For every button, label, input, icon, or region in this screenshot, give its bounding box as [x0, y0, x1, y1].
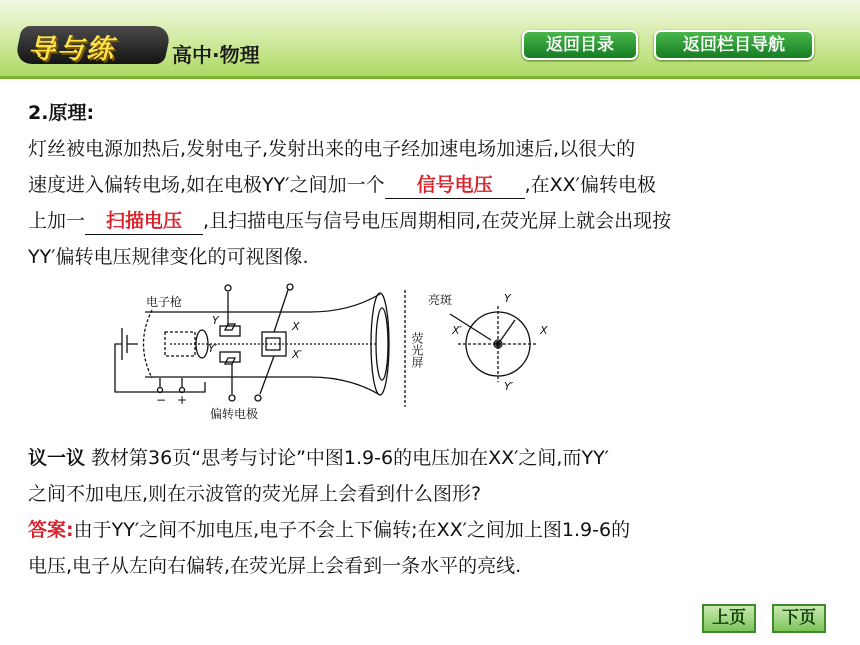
- discussion-label: 议一议: [28, 447, 86, 469]
- discussion-line: 之间不加电压,则在示波管的荧光屏上会看到什么图形?: [28, 483, 482, 505]
- label-electron-gun: 电子枪: [146, 295, 183, 309]
- answer-blank-1: 信号电压: [385, 172, 525, 199]
- label-Yp-screen: Y′: [504, 380, 514, 393]
- discussion-line: [28, 440, 838, 476]
- label-Y-left: Y: [212, 314, 219, 327]
- label-Xp-screen: X′: [452, 324, 463, 337]
- previous-page-button[interactable]: 上页: [702, 604, 756, 633]
- paragraph-line: 灯丝被电源加热后,发射电子,发射出来的电子经加速电场加速后,以很大的: [28, 138, 636, 160]
- paragraph-line: YY′偏转电压规律变化的可视图像.: [28, 246, 309, 268]
- next-page-button[interactable]: 下页: [772, 604, 826, 633]
- discussion-section: [28, 440, 838, 584]
- text-span: ,在XX′偏转电极: [524, 174, 656, 196]
- logo: 导与练: [28, 34, 115, 65]
- section-title: 2.原理:: [28, 102, 95, 124]
- text-span: 教材第36页“思考与讨论”中图1.9-6的电压加在XX′之间,而YY′: [85, 447, 609, 469]
- paragraph-line: [28, 203, 838, 239]
- text-span: 上加一: [28, 210, 86, 232]
- label-X-screen: X: [540, 324, 548, 337]
- text-span: 速度进入偏转电场,如在电极YY′之间加一个: [28, 174, 385, 196]
- back-to-contents-button[interactable]: 返回目录: [522, 30, 638, 60]
- answer-line: 电压,电子从左向右偏转,在荧光屏上会看到一条水平的亮线.: [28, 555, 522, 577]
- text-span: 由于YY′之间不加电压,电子不会上下偏转;在XX′之间加上图1.9-6的: [73, 519, 631, 541]
- label-Y-screen: Y: [504, 292, 511, 305]
- header-divider: [0, 76, 860, 79]
- answer-blank-2: 扫描电压: [85, 208, 203, 235]
- label-minus: −: [156, 393, 167, 407]
- label-bright-spot: 亮斑: [428, 293, 453, 307]
- text-span: ,且扫描电压与信号电压周期相同,在荧光屏上就会出现按: [203, 210, 672, 232]
- answer-line: [28, 512, 838, 548]
- label-deflection-electrodes: 偏转电极: [210, 407, 259, 421]
- answer-label: 答案:: [28, 519, 74, 541]
- back-to-section-nav-button[interactable]: 返回栏目导航: [654, 30, 814, 60]
- paragraph-line: [28, 167, 838, 203]
- label-fluorescent-screen: 荧光屏: [410, 332, 424, 368]
- label-Yp-left: Y′: [208, 342, 218, 355]
- subject-label: 高中·物理: [172, 43, 260, 67]
- lesson-content: [28, 95, 838, 275]
- label-plus: +: [177, 393, 188, 407]
- label-X-left: X: [292, 320, 300, 333]
- label-Xp-left: X′: [292, 348, 303, 361]
- oscilloscope-tube-diagram: [110, 282, 570, 424]
